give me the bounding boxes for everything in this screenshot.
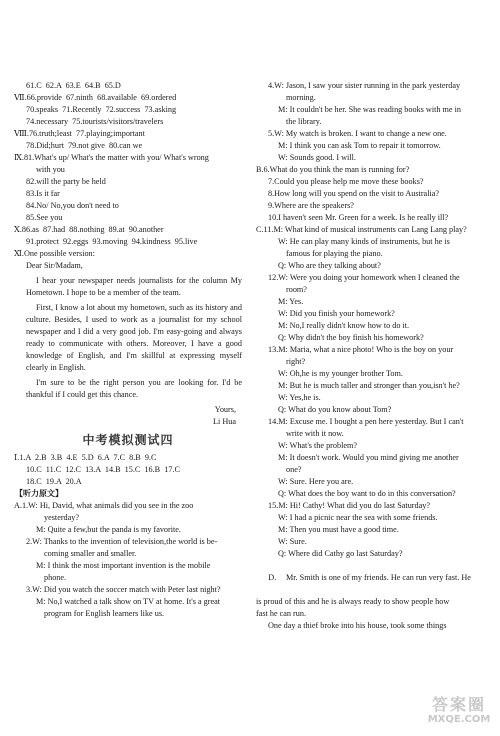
answer-line: Ⅶ.66.provide 67.ninth 68.available 69.ordered (14, 93, 177, 102)
transcript-line: 10.I haven't seen Mr. Green for a week. Is he really ill? (268, 213, 449, 222)
passage-line: fast he can run. (256, 609, 307, 618)
listening-line: coming smaller and smaller. (44, 549, 137, 558)
transcript-line: 4.W: Jason, I saw your sister running in the park yesterday (268, 81, 461, 90)
listening-line: program for English learners like us. (44, 609, 165, 618)
listening-line: 3.W: Did you watch the soccer match with Peter last night? (26, 585, 221, 594)
letter-paragraph: I hear your newspaper needs journalists for the column My Hometown. I hope to be a member of the team. (26, 276, 242, 297)
transcript-line: 7.Could you please help me move these books? (268, 177, 424, 186)
watermark-logo (424, 696, 494, 732)
transcript-line: W: What's the problem? (278, 441, 358, 450)
transcript-line: 9.Where are the speakers? (268, 201, 354, 210)
transcript-line: room? (286, 285, 307, 294)
transcript-line: 8.How long will you spend on the visit to Australia? (268, 189, 440, 198)
listening-line: 2.W: Thanks to the invention of television,the world is be- (26, 537, 218, 546)
transcript-line: M: No,I really didn't know how to do it. (278, 321, 410, 330)
listening-line: yesterday? (44, 513, 80, 522)
transcript-line: 15.M: Hi! Cathy! What did you do last Saturday? (268, 501, 430, 510)
right-column (256, 80, 488, 632)
transcript-line: one? (286, 465, 302, 474)
answer-line: Ⅰ.1.A 2.B 3.B 4.E 5.D 6.A 7.C 8.B 9.C (14, 453, 157, 462)
answer-line: 83.Is it far (26, 189, 60, 198)
transcript-line: C.11.M: What kind of musical instruments can Lang Lang play? (256, 225, 467, 234)
transcript-line: Q: Why didn't the boy finish his homework? (278, 333, 424, 342)
listening-line: M: I think the most important invention is the mobile (36, 561, 211, 570)
answer-line: Ⅺ.One possible version: (14, 249, 95, 258)
passage-label: D. (268, 573, 277, 582)
watermark-bottom: MXQE.COM (427, 714, 491, 725)
transcript-line: W: Yes,he is. (278, 393, 321, 402)
transcript-line: W: I had a picnic near the sea with some friends. (278, 513, 438, 522)
watermark-top: 答案圈 (431, 695, 486, 714)
passage-line: is proud of this and he is always ready to show people how (256, 597, 450, 606)
transcript-line: M: I think you can ask Tom to repair it tomorrow. (278, 141, 441, 150)
transcript-line: M: Then you must have a good time. (278, 525, 399, 534)
answer-line: 18.C 19.A 20.A (26, 477, 82, 486)
listening-label: 【听力原文】 (15, 489, 63, 498)
answer-line: 85.See you (26, 213, 63, 222)
answer-line: 82.will the party be held (26, 177, 106, 186)
answer-line: 91.protect 92.eggs 93.moving 94.kindness 95.live (26, 237, 198, 246)
section-title: 中考模拟测试四 (82, 433, 174, 447)
letter-paragraph: First, I know a lot about my hometown, such as its history and culture. Besides, I used to work as a journalist for my school newspaper and I did a very good job. I'm easy-going and always ready to communicate with others. Moreover, I have a good knowledge of English, and I'm skillful at expressing myself clearly in English. (26, 303, 242, 372)
transcript-line: M: It couldn't be her. She was reading books with me in (278, 105, 461, 114)
transcript-line: 5.W: My watch is broken. I want to change a new one. (268, 129, 447, 138)
transcript-line: W: Sure. (278, 537, 307, 546)
transcript-line: right? (286, 357, 306, 366)
listening-line: A.1.W: Hi, David, what animals did you see in the zoo (14, 501, 194, 510)
transcript-line: W: Sounds good. I will. (278, 153, 356, 162)
letter-closing: Yours, (214, 405, 236, 414)
letter-paragraph: I'm sure to be the right person you are looking for. I'd be thankful if I could get this chance. (26, 378, 242, 399)
transcript-line: 12.W: Were you doing your homework when I cleaned the (268, 273, 460, 282)
answer-line: 74.necessary 75.tourists/visitors/travelers (26, 117, 164, 126)
transcript-line: Q: Where did Cathy go last Saturday? (278, 549, 403, 558)
answer-line: 10.C 11.C 12.C 13.A 14.B 15.C 16.B 17.C (26, 465, 180, 474)
passage-line: One day a thief broke into his house, took some things (268, 621, 447, 630)
transcript-line: W: Oh,he is my younger brother Tom. (278, 369, 403, 378)
transcript-line: W: Did you finish your homework? (278, 309, 395, 318)
listening-line: M: No,I watched a talk show on TV at home. It's a great (36, 597, 220, 606)
transcript-line: 13.M: Maria, what a nice photo! Who is the boy on your (268, 345, 454, 354)
letter-signature: Li Hua (213, 417, 236, 426)
answer-line: Ⅹ.86.as 87.had 88.nothing 89.at 90.another (14, 225, 164, 234)
transcript-line: W: Sure. Here you are. (278, 477, 354, 486)
transcript-line: Q: Who are they talking about? (278, 261, 381, 270)
transcript-line: M: It doesn't work. Would you mind giving me another (278, 453, 459, 462)
passage-line: Mr. Smith is one of my friends. He can run very fast. He (286, 573, 471, 582)
answer-line: 84.No/ No,you don't need to (26, 201, 119, 210)
transcript-line: Q: What does the boy want to do in this conversation? (278, 489, 456, 498)
left-column (14, 80, 242, 620)
transcript-line: M: Yes. (278, 297, 304, 306)
transcript-line: write with it now. (286, 429, 344, 438)
listening-line: M: Quite a few,but the panda is my favorite. (36, 525, 181, 534)
transcript-line: M: But he is much taller and stronger than you,isn't he? (278, 381, 460, 390)
answer-line: Ⅸ.81.What's up/ What's the matter with you/ What's wrong (14, 153, 209, 162)
transcript-line: Q: What do you know about Tom? (278, 405, 392, 414)
answer-line: 61.C 62.A 63.E 64.B 65.D (26, 81, 121, 90)
answer-line: with you (36, 165, 65, 174)
answer-line: 78.Did;hurt 79.not give 80.can we (26, 141, 143, 150)
transcript-line: morning. (286, 93, 316, 102)
transcript-line: W: He can play many kinds of instruments, but he is (278, 237, 450, 246)
transcript-line: B.6.What do you think the man is running for? (256, 165, 410, 174)
transcript-line: famous for playing the piano. (286, 249, 383, 258)
listening-line: phone. (44, 573, 67, 582)
transcript-line: 14.M: Excuse me. I bought a pen here yesterday. But I can't (268, 417, 464, 426)
answer-line: Ⅷ.76.truth;least 77.playing;important (14, 129, 145, 138)
transcript-line: the library. (286, 117, 322, 126)
answer-line: 70.speaks 71.Recently 72.success 73.asking (26, 105, 177, 114)
letter-salutation: Dear Sir/Madam, (26, 261, 83, 270)
